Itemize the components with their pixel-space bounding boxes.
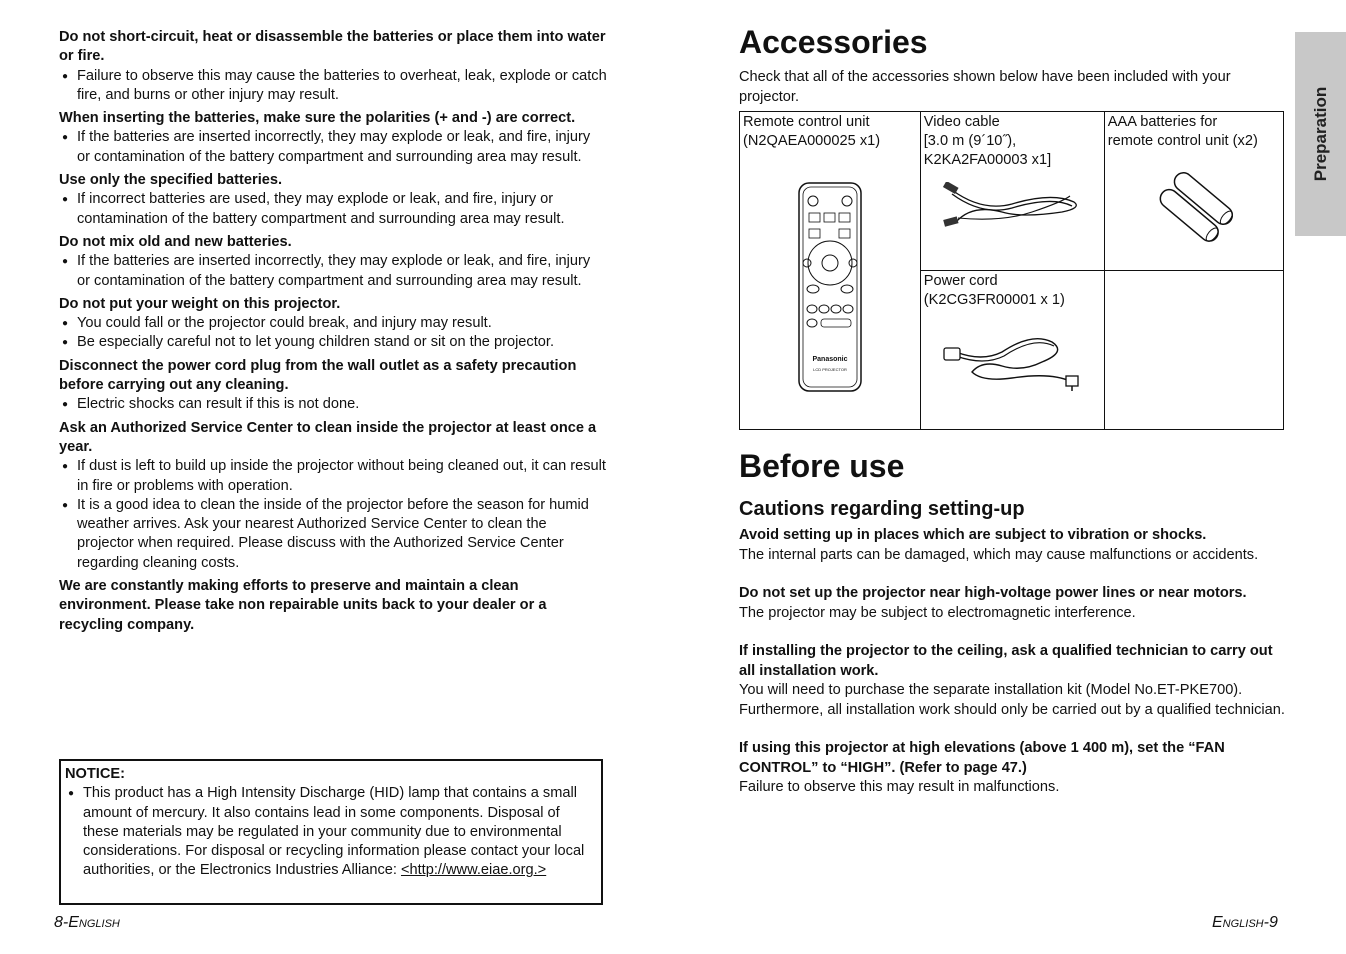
bullet: ● If the batteries are inserted incorrectly, they may explode or leak, and fire, injury or contamination of the battery compartment and surrounding area may result. (59, 128, 607, 167)
item-line: Power cord (923, 273, 998, 289)
item-line: remote control unit (x2) (1107, 133, 1258, 149)
bullet: ● Electric shocks can result if this is not done. (59, 395, 607, 414)
section-heading: When inserting the batteries, make sure the polarities (+ and -) are correct. (59, 110, 576, 127)
page-word: English (68, 914, 120, 931)
preparation-tab (1295, 32, 1346, 236)
remote-sub: LCD PROJECTOR (813, 367, 847, 372)
section-heading: Use only the specified batteries. (59, 172, 283, 189)
bullet: ● Failure to observe this may cause the batteries to overheat, leak, explode or catch fire, and burns or other injury may result. (59, 67, 607, 106)
cautions-title: Cautions regarding setting-up (739, 498, 1025, 520)
cell-video-cable (920, 112, 1104, 271)
left-column (59, 28, 607, 639)
power-cord-icon (942, 322, 1082, 392)
notice-heading: NOTICE: (65, 766, 125, 782)
page-number-left (54, 914, 120, 932)
item-line: (K2CG3FR00001 x 1) (923, 292, 1065, 308)
page-num: -9 (1263, 914, 1278, 931)
cell-empty (1104, 271, 1283, 430)
page-num: 8- (54, 914, 69, 931)
section-polarities (59, 109, 607, 167)
section-heading: Do not put your weight on this projector. (59, 295, 341, 312)
section-service-center (59, 419, 607, 573)
page-word: English (1212, 914, 1264, 931)
section-environment (59, 577, 607, 635)
section-heading: We are constantly making efforts to preserve and maintain a clean environment. Please take non repairable units back to your dealer or a recycling company. (59, 578, 547, 633)
cell-power-cord (920, 271, 1104, 430)
item-line: AAA batteries for (1107, 114, 1218, 130)
cell-remote (740, 112, 921, 430)
bullet: ● Be especially careful not to let young children stand or sit on the projector. (59, 333, 607, 352)
section-short-circuit (59, 28, 607, 105)
section-heading: Do not mix old and new batteries. (59, 233, 292, 250)
bullet: ● You could fall or the projector could break, and injury may result. (59, 314, 607, 333)
accessories-intro: Check that all of the accessories shown below have been included with your projector. (739, 69, 1231, 105)
section-heading: Do not short-circuit, heat or disassemble the batteries or place them into water or fire. (59, 29, 606, 65)
remote-control-icon (795, 181, 865, 395)
notice-box (59, 759, 603, 905)
section-disconnect (59, 357, 607, 415)
video-cable-icon (942, 182, 1082, 232)
item-line: (N2QAEA000025 x1) (743, 133, 881, 149)
cell-batteries (1104, 112, 1283, 271)
accessories-title: Accessories (739, 24, 928, 60)
accessories-header (739, 20, 1289, 107)
eia-link[interactable]: <http://www.eiae.org.> (400, 862, 547, 879)
caution-text: The projector may be subject to electromagnetic interference. (739, 604, 1136, 621)
bullet: ● It is a good idea to clean the inside of the projector before the season for humid weather arrives. Ask your nearest Authorized Service Center to clean the projector when required. Please discuss with the Authorized Service Center regarding cleaning costs. (59, 496, 607, 573)
bullet: ● If dust is left to build up inside the projector without being cleaned out, it can result in fire or problems with operation. (59, 457, 607, 496)
notice-text (65, 784, 595, 880)
batteries-icon (1144, 165, 1244, 245)
caution-heading: If installing the projector to the ceiling, ask a qualified technician to carry out all installation work. (739, 643, 1273, 679)
caution-text: Failure to observe this may result in malfunctions. (739, 779, 1060, 795)
notice-body: This product has a High Intensity Discharge (HID) lamp that contains a small amount of mercury. It also contains lead in some components. Disposal of these materials may be regulated in your community due to environmental considerations. For disposal or recycling information please contact your local authorities, or the Electronics Industries Alliance: (83, 785, 585, 879)
item-line: Video cable (923, 114, 1000, 130)
section-weight (59, 295, 607, 353)
caution-heading: If using this projector at high elevations (above 1 400 m), set the “FAN CONTROL” to “HIGH”. (Refer to page 47.) (739, 740, 1225, 776)
before-use-section (739, 444, 1289, 798)
bullet: ● If incorrect batteries are used, they may explode or leak, and fire, injury or contamination of the battery compartment and surrounding area may result. (59, 190, 607, 229)
item-line: [3.0 m (9´10˝), (923, 133, 1017, 149)
accessories-table (739, 111, 1284, 430)
before-use-title: Before use (739, 448, 905, 484)
section-heading: Disconnect the power cord plug from the wall outlet as a safety precaution before carrying out any cleaning. (59, 357, 577, 394)
section-mix-batteries (59, 233, 607, 291)
section-specified-batteries (59, 171, 607, 229)
caution-text: The internal parts can be damaged, which may cause malfunctions or accidents. (739, 546, 1259, 563)
bullet: ● If the batteries are inserted incorrectly, they may explode or leak, and fire, injury or contamination of the battery compartment and surrounding area may result. (59, 252, 607, 291)
caution-heading: Avoid setting up in places which are subject to vibration or shocks. (739, 527, 1207, 543)
remote-brand: Panasonic (812, 356, 848, 363)
caution-heading: Do not set up the projector near high-voltage power lines or near motors. (739, 585, 1247, 601)
item-line: Remote control unit (743, 114, 870, 130)
caution-text: You will need to purchase the separate installation kit (Model No.ET-PKE700). Furthermore, all installation work should only be carried out by a qualified technician. (739, 682, 1285, 718)
item-line: K2KA2FA00003 x1] (923, 152, 1052, 168)
page-number-right (1212, 914, 1278, 932)
section-heading: Ask an Authorized Service Center to clean inside the projector at least once a year. (59, 419, 597, 455)
tab-label: Preparation (1310, 86, 1330, 182)
